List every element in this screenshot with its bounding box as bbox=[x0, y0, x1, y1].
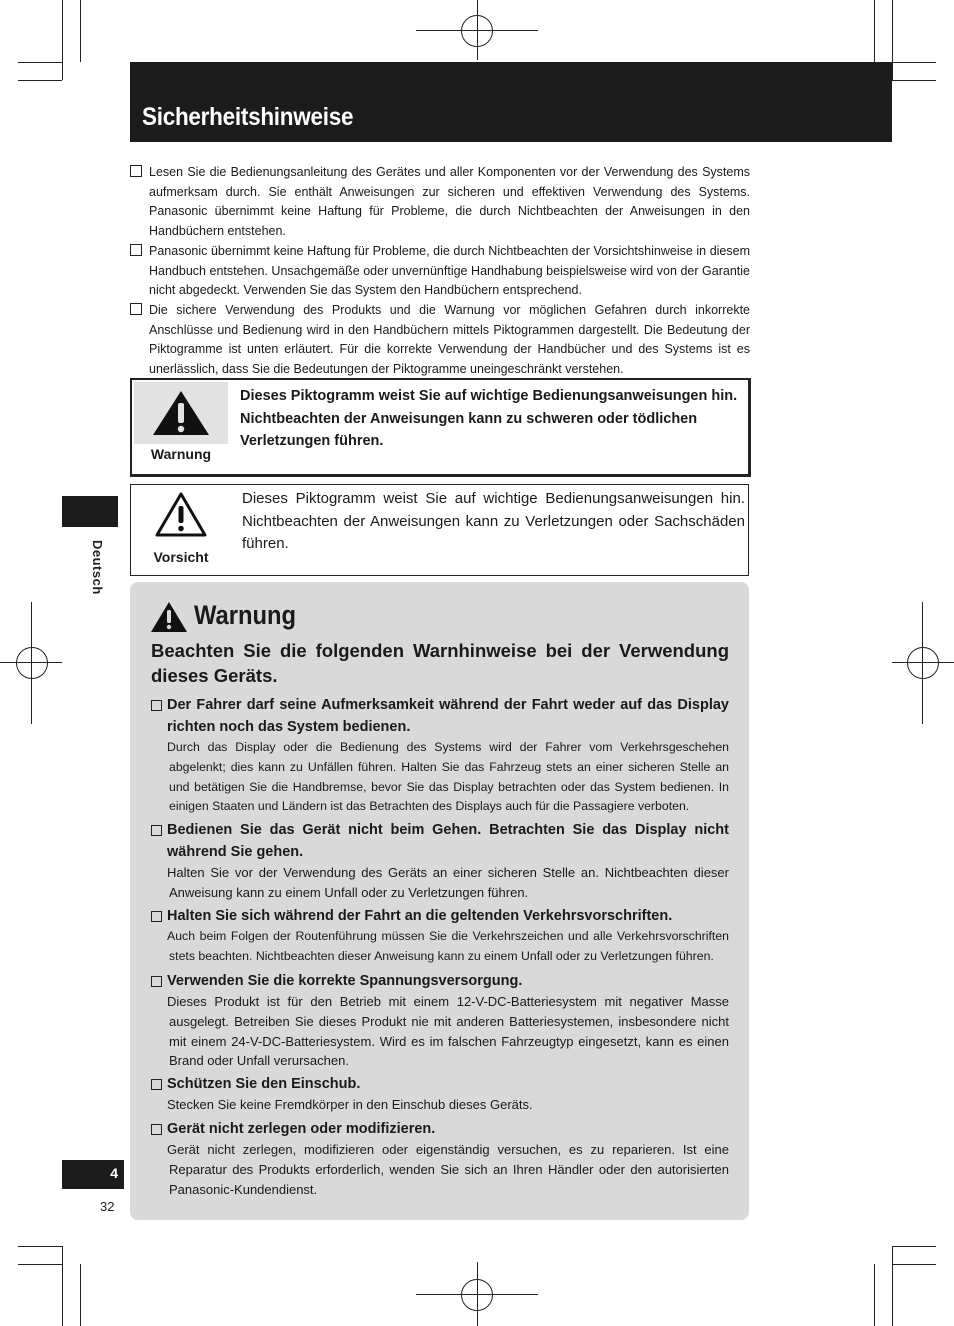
checkbox-bullet-icon bbox=[151, 911, 162, 922]
checkbox-bullet-icon bbox=[130, 244, 142, 256]
intro-item bbox=[130, 301, 750, 379]
warning-item-body: Dieses Produkt ist für den Betrieb mit einem 12-V-DC-Batteriesystem mit negativer Masse ausgelegt. Betreiben Sie dieses Produkt nie mit anderen Batteriesystemen, insbesondere nicht mit einem 24-V-DC-Batteriesystem. Wird es im falschen Fahrzeugtyp eingesetzt, kann es einen Brand oder Unfall verursachen. bbox=[167, 994, 729, 1069]
chapter-number: 4 bbox=[110, 1165, 118, 1181]
caution-pictogram-box bbox=[130, 484, 749, 576]
warning-description: Dieses Piktogramm weist Sie auf wichtige Bedienungsanweisungen hin. Nichtbeachten der Anweisungen kann zu schweren oder tödlichen Verletzungen führen. bbox=[240, 388, 738, 449]
checkbox-bullet-icon bbox=[130, 303, 142, 315]
warning-label: Warnung bbox=[150, 446, 212, 462]
warning-item-heading: Gerät nicht zerlegen oder modifizieren. bbox=[167, 1121, 436, 1137]
intro-item bbox=[130, 242, 750, 301]
warning-triangle-icon bbox=[150, 601, 188, 633]
caution-description: Dieses Piktogramm weist Sie auf wichtige Bedienungsanweisungen hin. Nichtbeachten der Anweisungen kann zu Verletzungen oder Sachschäden führen. bbox=[242, 490, 745, 552]
warning-panel bbox=[130, 582, 749, 1220]
caution-label: Vorsicht bbox=[153, 549, 209, 565]
warning-item bbox=[151, 905, 729, 967]
warning-item-heading: Verwenden Sie die korrekte Spannungsversorgung. bbox=[167, 973, 523, 989]
warning-pictogram-box bbox=[130, 378, 751, 477]
warning-item-body: Halten Sie vor der Verwendung des Geräts an einer sicheren Stelle an. Nichtbeachten dieser Anweisung kann zu einem Unfall oder zu Verletzungen führen. bbox=[167, 865, 729, 900]
panel-subtitle: Beachten Sie die folgenden Warnhinweise bei der Verwendung dieses Geräts. bbox=[151, 640, 729, 686]
language-label: Deutsch bbox=[90, 540, 105, 595]
checkbox-bullet-icon bbox=[151, 1079, 162, 1090]
warning-item bbox=[151, 970, 729, 1071]
checkbox-bullet-icon bbox=[130, 165, 142, 177]
intro-text: Lesen Sie die Bedienungsanleitung des Gerätes und aller Komponenten vor der Verwendung des Systems aufmerksam durch. Sie enthält Anweisungen zur sicheren und effektiven Verwendung des Systems. Panasonic übernimmt keine Haftung für Probleme, die durch Nichtbeachten der Anweisungen in den Handbüchern entstehen. bbox=[149, 165, 750, 238]
warning-item bbox=[151, 694, 729, 817]
warning-item-heading: Schützen Sie den Einschub. bbox=[167, 1076, 361, 1092]
panel-title: Warnung bbox=[194, 600, 297, 630]
warning-item-heading: Halten Sie sich während der Fahrt an die geltenden Verkehrsvorschriften. bbox=[167, 908, 673, 924]
warning-item-body: Durch das Display oder die Bedienung des Systems wird der Fahrer vom Verkehrsgeschehen abgelenkt; dies kann zu Unfällen führen. Halten Sie das Fahrzeug stets an einer sicheren Stelle an und betätigen Sie die Handbremse, bevor Sie das Display betrachten oder das System bedienen. In einigen Staaten und Ländern ist das Betrachten des Displays auch für die Passagiere verboten. bbox=[167, 740, 729, 814]
caution-triangle-icon bbox=[153, 489, 209, 539]
warning-item bbox=[151, 1118, 729, 1199]
warning-icon-area bbox=[134, 382, 228, 444]
checkbox-bullet-icon bbox=[151, 825, 162, 836]
checkbox-bullet-icon bbox=[151, 700, 162, 711]
warning-item-heading: Der Fahrer darf seine Aufmerksamkeit während der Fahrt weder auf das Display richten noch das System bedienen. bbox=[167, 697, 729, 735]
warning-item-heading: Bedienen Sie das Gerät nicht beim Gehen. Betrachten Sie das Display nicht während Sie gehen. bbox=[167, 822, 729, 860]
warning-item-body: Stecken Sie keine Fremdkörper in den Einschub dieses Geräts. bbox=[167, 1097, 533, 1112]
side-tab bbox=[62, 496, 118, 527]
warning-item bbox=[151, 819, 729, 903]
warning-item-body: Auch beim Folgen der Routenführung müssen Sie die Verkehrszeichen und alle Verkehrsvorschriften stets beachten. Nichtbeachten dieser Anweisung kann zu einem Unfall oder zu Verletzungen führen. bbox=[167, 929, 729, 963]
checkbox-bullet-icon bbox=[151, 1124, 162, 1135]
page-title: Sicherheitshinweise bbox=[142, 103, 354, 131]
warning-item-body: Gerät nicht zerlegen, modifizieren oder eigenständig versuchen, es zu reparieren. Ist eine Reparatur des Produkts erforderlich, wenden Sie sich an Ihren Händler oder den autorisierten Panasonic-Kundendienst. bbox=[167, 1142, 729, 1197]
chapter-badge bbox=[62, 1160, 124, 1189]
page-number: 32 bbox=[100, 1199, 115, 1214]
intro-text: Die sichere Verwendung des Produkts und die Warnung vor möglichen Gefahren durch inkorrekte Anschlüsse und Bedienung wird in den Handbüchern mittels Piktogrammen dargestellt. Die Bedeutung der Piktogramme ist unten erläutert. Für die korrekte Verwendung der Handbücher und des Systems ist es unerlässlich, dass Sie die Bedeutungen der Piktogramme uneingeschränkt verstehen. bbox=[149, 303, 750, 376]
checkbox-bullet-icon bbox=[151, 976, 162, 987]
warning-triangle-icon bbox=[134, 382, 228, 444]
section-header bbox=[130, 62, 892, 142]
warning-item bbox=[151, 1073, 729, 1115]
intro-text: Panasonic übernimmt keine Haftung für Probleme, die durch Nichtbeachten der Vorsichtshinweise in diesem Handbuch entstehen. Unsachgemäße oder unvernünftige Handhabung beispielsweise wird von der Garantie nicht abgedeckt. Verwenden Sie das System den Handbüchern entsprechend. bbox=[149, 244, 750, 297]
intro-item bbox=[130, 163, 750, 241]
